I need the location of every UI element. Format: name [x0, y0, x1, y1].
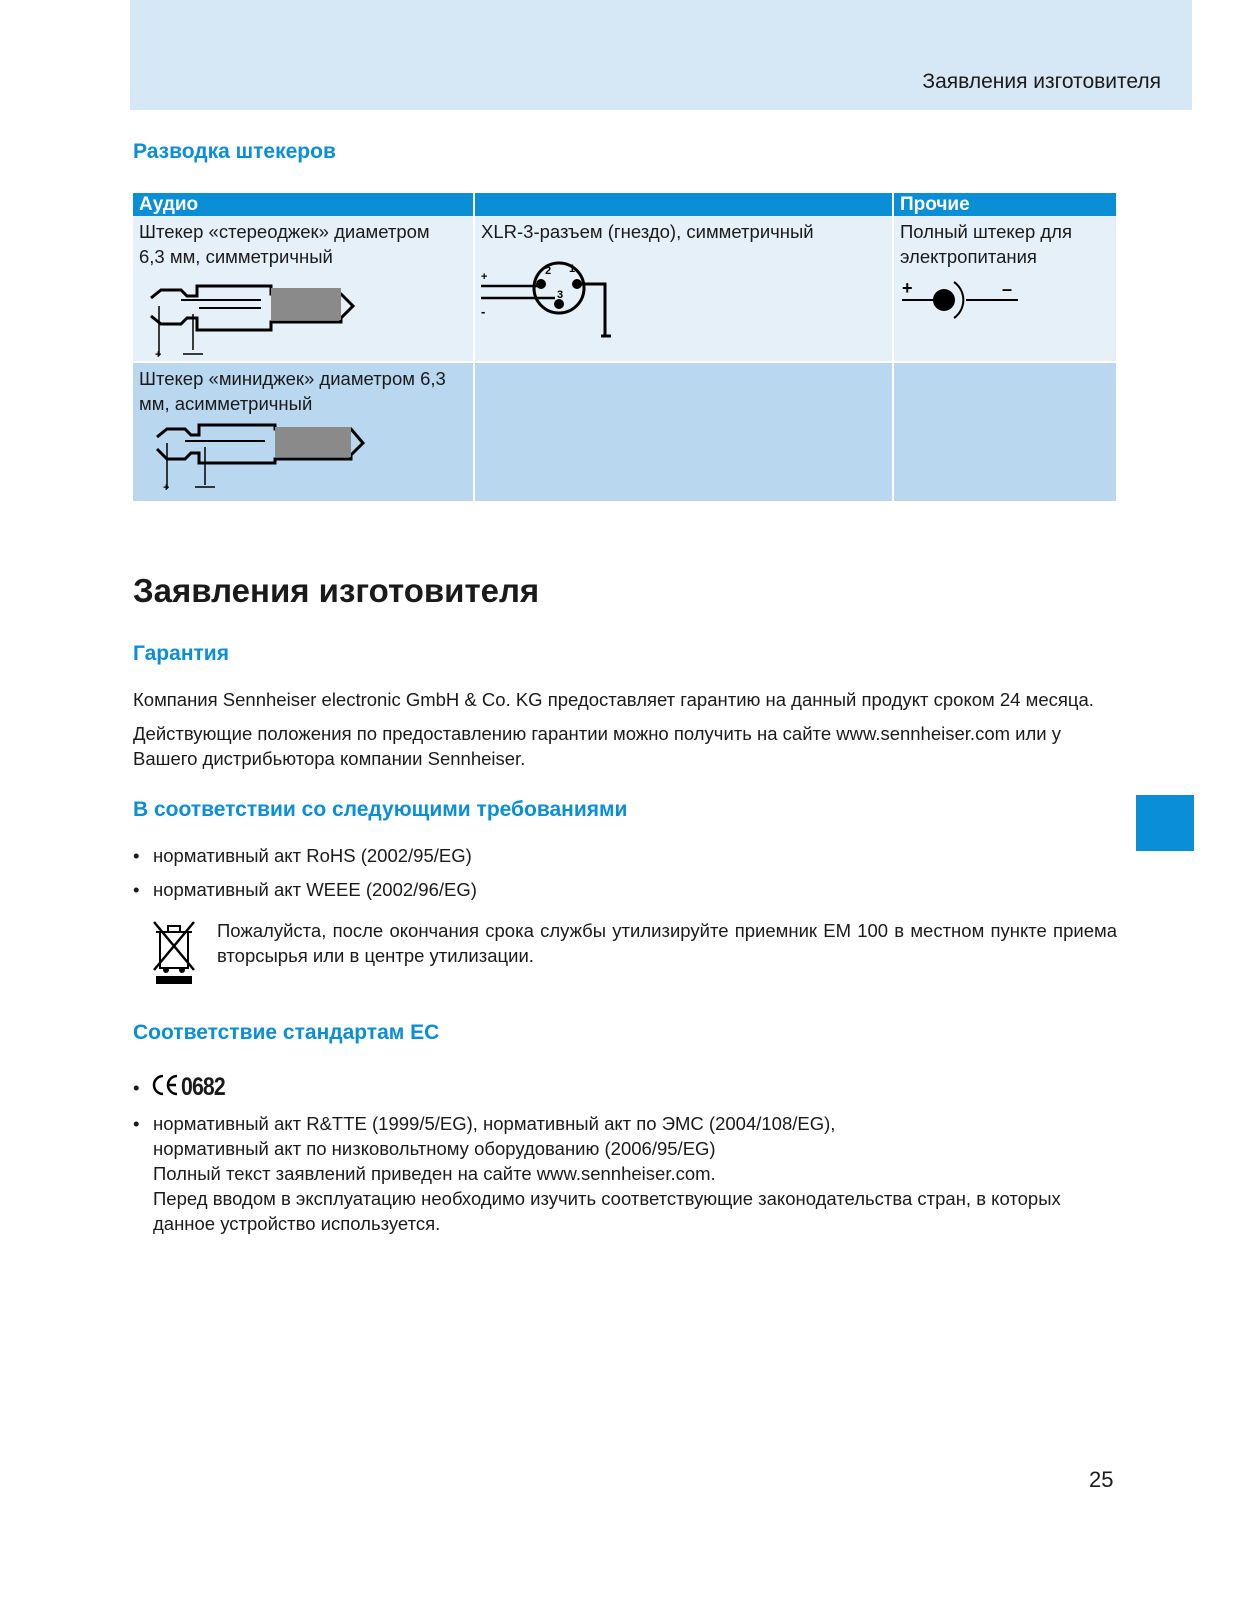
mini-jack-diagram [151, 417, 391, 492]
power-label: Полный штекер для электропитания [900, 221, 1072, 267]
running-header: Заявления изготовителя [922, 70, 1161, 93]
page-title: Заявления изготовителя [133, 572, 540, 609]
bullet-icon: • [133, 1113, 140, 1134]
stereo-plus-label: + [155, 349, 162, 358]
chapter-tab [1136, 795, 1194, 851]
cell-empty-2 [894, 363, 1116, 501]
xlr-minus: - [481, 304, 486, 319]
ce-mark-icon [152, 1073, 180, 1097]
header-blank [475, 193, 892, 216]
xlr-pin2: 2 [545, 265, 552, 277]
weee-bin-icon [152, 920, 196, 986]
cell-stereo-jack [133, 216, 473, 361]
power-polarity-diagram [900, 280, 1030, 340]
header-audio: Аудио [133, 193, 473, 216]
power-minus: – [1002, 280, 1013, 299]
stereo-jack-diagram [141, 278, 381, 358]
page-number: 25 [1089, 1467, 1114, 1492]
wiring-heading: Разводка штекеров [133, 140, 336, 163]
xlr-pin3: 3 [557, 289, 564, 301]
cell-mini-jack [133, 363, 473, 501]
bullet-icon: • [133, 879, 140, 900]
power-plus: + [902, 280, 913, 298]
xlr-plus: + [481, 271, 488, 283]
compliance-heading: В соответствии со следующими требованиями [133, 798, 628, 821]
xlr-diagram [481, 258, 641, 353]
weee-note: Пожалуйста, после окончания срока службы утилизируйте приемник EM 100 в местном пункте приема вторсырья или в центре утилизации. [217, 920, 1117, 966]
mini-plus-label: + [163, 482, 170, 492]
notified-body-number: 0682 [181, 1073, 225, 1101]
mini-jack-label: Штекер «миниджек» диаметром 6,3 мм, асимметричный [139, 368, 446, 414]
cell-xlr [475, 216, 892, 361]
warranty-text-2: Действующие положения по предоставлению гарантии можно получить на сайте www.sennheiser.com или у Вашего дистрибьютора компании Sennheiser. [133, 723, 1062, 769]
stereo-jack-label: Штекер «стереоджек» диаметром 6,3 мм, симметричный [139, 221, 430, 267]
bullet-icon: • [133, 845, 140, 866]
cell-power [894, 216, 1116, 361]
xlr-label: XLR-3-разъем (гнездо), симметричный [481, 221, 814, 242]
bullet-icon: • [133, 1077, 140, 1098]
ec-heading: Соответствие стандартам ЕС [133, 1021, 440, 1044]
cell-empty-1 [475, 363, 892, 501]
warranty-heading: Гарантия [133, 642, 229, 665]
xlr-pin1: 1 [569, 263, 576, 275]
ec-directives-text: нормативный акт R&TTE (1999/5/EG), нормативный акт по ЭМС (2004/108/EG), нормативный акт по низковольтному оборудованию (2006/95/EG) Полный текст заявлений приведен на сайте www.sennheiser.com. Перед вводом в эксплуатацию необходимо изучить соответствующие законодательства стран, в которых данное устройство используется. [153, 1113, 1061, 1234]
warranty-text-1: Компания Sennheiser electronic GmbH & Co. KG предоставляет гарантию на данный продукт сроком 24 месяца. [133, 689, 1094, 710]
header-other: Прочие [894, 193, 1116, 216]
